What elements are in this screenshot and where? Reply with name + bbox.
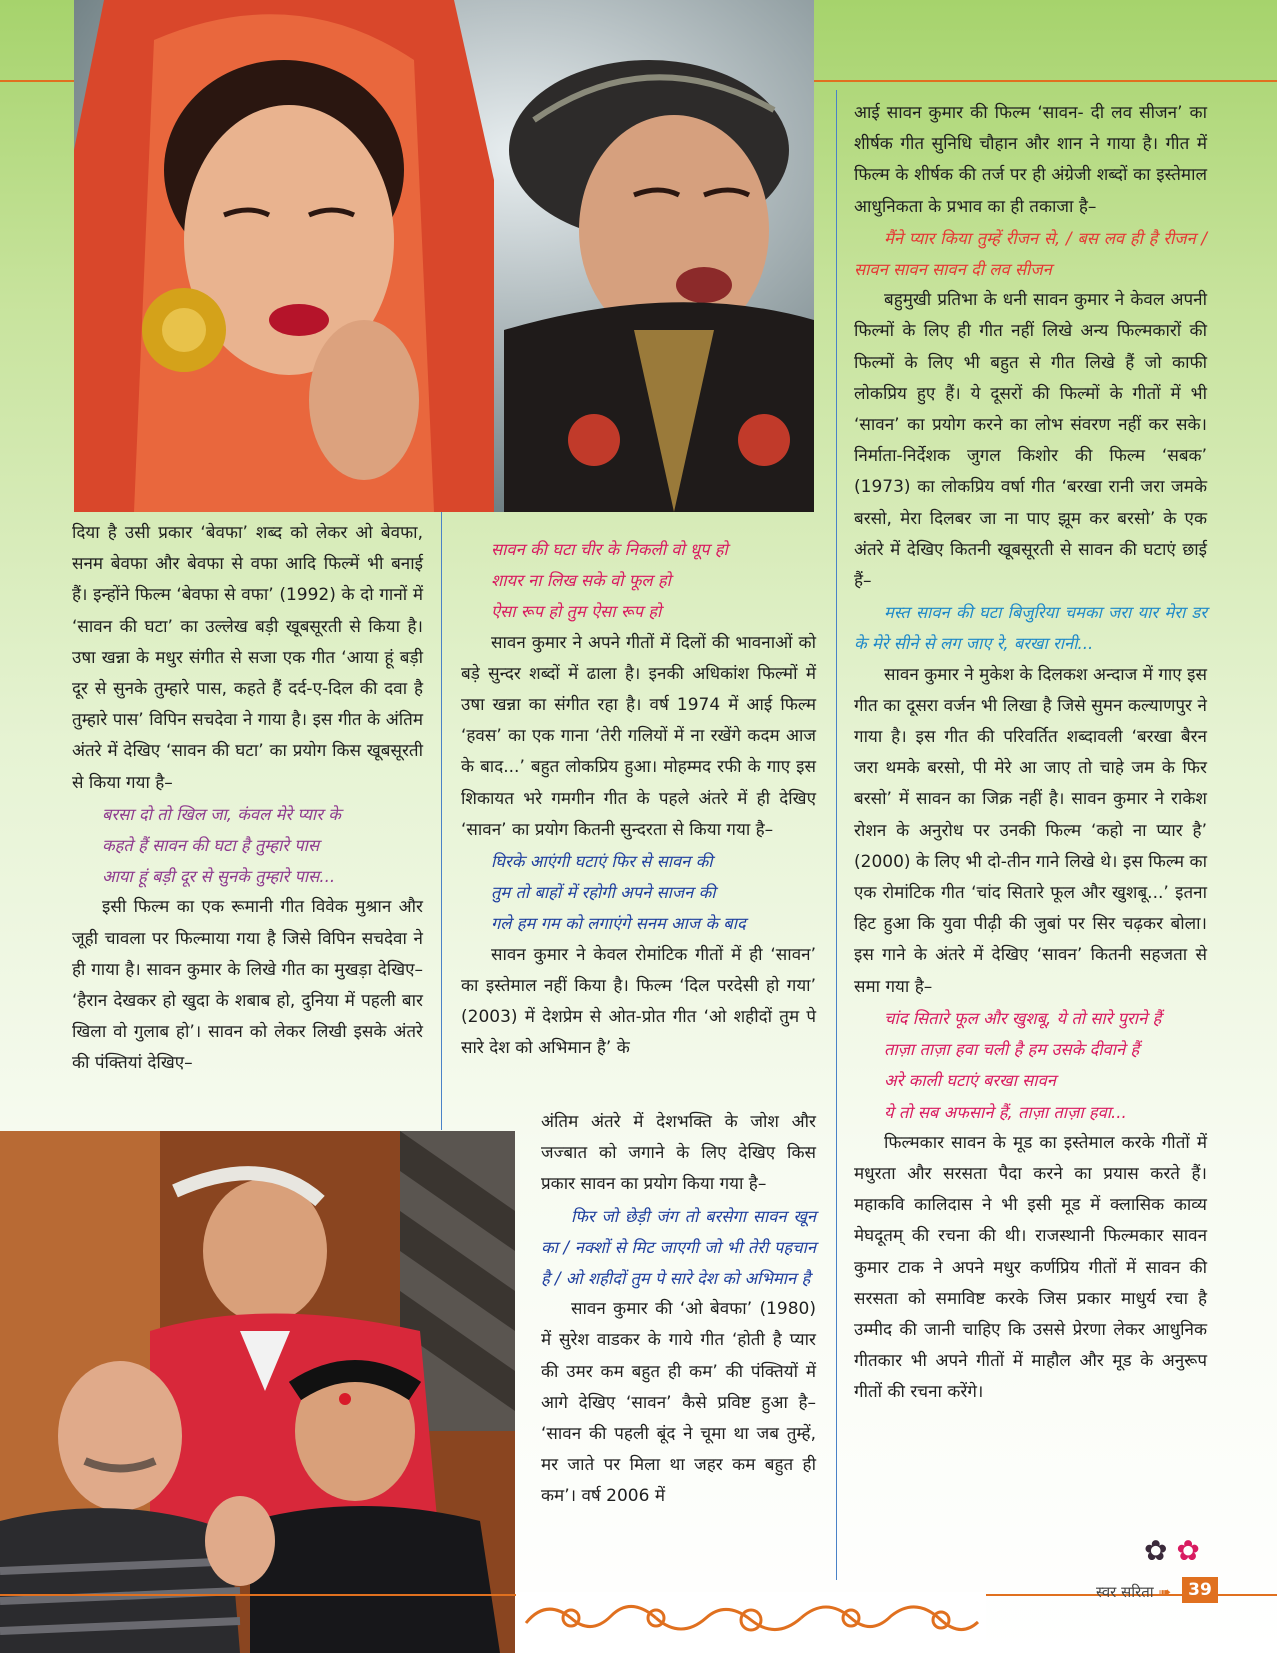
flower-icon: ✿ [1176, 1534, 1200, 1567]
verse-6: मस्त सावन की घटा बिजुरिया चमका जरा यार मेरा डर के मेरे सीने से लग जाए रे, बरखा रानी... [854, 603, 1207, 654]
col2-paragraph-3: सावन कुमार की ‘ओ बेवफा’ (1980) में सुरेश वाडकर के गाये गीत ‘होती है प्यार की उमर कम बहुत ही कम’ की पंक्तियों में आगे देखिए ‘सावन’ कैसे प्रविष्ट हुआ है– ‘सावन की पहली बूंद ने चूमा था जब तुम्हें, मर जाते पर मिला था जहर कम बहुत ही कम’। वर्ष 2006 में [541, 1299, 816, 1507]
col2-paragraph-1: सावन कुमार ने अपने गीतों में दिलों की भावनाओं को बड़े सुन्दर शब्दों में ढाला है। इनकी अधिकांश फिल्मों में उषा खन्ना का संगीत रहा है। वर्ष 1974 में आई फिल्म ‘हवस’ का एक गाना ‘तेरी गलियों में ना रखेंगे कदम आज के बाद...’ बहुत लोकप्रिय हुआ। मोहम्मद रफी के गाए इस शिकायत भरे गमगीन गीत के पहले अंतरे में ही देखिए ‘सावन’ का प्रयोग कितनी सुन्दरता से किया गया है– [461, 632, 816, 840]
group-photo-illustration [0, 1131, 515, 1653]
verse-3-line: गले हम गम को लगाएंगे सनम आज के बाद [491, 914, 746, 934]
top-rule-right [814, 80, 1277, 82]
col3-paragraph-1: आई सावन कुमार की फिल्म ‘सावन- दी लव सीजन’ का शीर्षक गीत सुनिधि चौहान और शान ने गाया है। गीत में फिल्म के शीर्षक की तर्ज पर ही अंग्रेजी शब्दों का इस्तेमाल आधुनिकता के प्रभाव का ही तकाजा है– [854, 103, 1207, 217]
verse-7-line: चांद सितारे फूल और खुशबू, ये तो सारे पुराने हैं [884, 1008, 1162, 1028]
col2-paragraph-2: सावन कुमार ने केवल रोमांटिक गीतों में ही ‘सावन’ का इस्तेमाल नहीं किया है। फिल्म ‘दिल परदेसी हो गया’ (2003) में देशप्रेम से ओत-प्रोत गीत ‘ओ शहीदों तुम पे सारे देश को अभिमान है’ के [461, 944, 816, 1059]
verse-1 [72, 799, 423, 893]
magazine-title: स्वर सरिता [1096, 1583, 1154, 1601]
col3-paragraph-2: बहुमुखी प्रतिभा के धनी सावन कुमार ने केवल अपनी फिल्मों के लिए ही गीत नहीं लिखे अन्य फिल्मकारों की फिल्मों के लिए भी बहुत से गीत लिखे हैं जो काफी लोकप्रिय हुए हैं। ये दूसरों की फिल्मों के गीतों में भी ‘सावन’ का प्रयोग करने का लोभ संवरण नहीं कर सके। निर्माता-निर्देशक जुगल किशोर की फिल्म ‘सबक’ (1973) का लोकप्रिय वर्षा गीत ‘बरखा रानी जरा जमके बरसो, मेरा दिलबर जा ना पाए झूम कर बरसो’ के एक अंतरे में देखिए कितनी खूबसूरती से सावन की घटाएं छाई हैं– [854, 290, 1207, 592]
magazine-name [1096, 1582, 1171, 1602]
column-2-lower [541, 1107, 816, 1513]
footer-ornament [516, 1578, 986, 1648]
col1-paragraph-1: दिया है उसी प्रकार ‘बेवफा’ शब्द को लेकर ओ बेवफा, सनम बेवफा और बेवफा से वफा आदि फिल्में भी बनाई हैं। इन्होंने फिल्म ‘बेवफा से वफा’ (1992) के दो गानों में ‘सावन की घटा’ का उल्लेख बड़ी खूबसूरती से किया है। उषा खन्ना के मधुर संगीत से सजा एक गीत ‘आया हूं बड़ी दूर से सुनके तुम्हारे पास, कहते हैं दर्द-ए-दिल की दवा है तुम्हारे पास’ विपिन सचदेवा ने गाया है। इस गीत के अंतिम अंतरे में देखिए ‘सावन की घटा’ का प्रयोग किस खूबसूरती से किया गया है– [72, 523, 423, 793]
verse-3-line: घिरके आएंगी घटाएं फिर से सावन की [491, 852, 713, 872]
verse-7-line: ताज़ा ताज़ा हवा चली है हम उसके दीवाने हैं [884, 1040, 1140, 1060]
verse-1-line: कहते हैं सावन की घटा है तुम्हारे पास [102, 836, 320, 856]
verse-7-line: अरे काली घटाएं बरखा सावन [884, 1071, 1056, 1091]
verse-4: फिर जो छेड़ी जंग तो बरसेगा सावन खून का / नक्शों से मिट जाएगी जो भी तेरी पहचान है / ओ शहीदों तुम पे सारे देश को अभिमान है [541, 1206, 816, 1289]
page-number: 39 [1182, 1577, 1218, 1603]
arrow-icon: ➠ [1158, 1583, 1172, 1601]
verse-2-line: सावन की घटा चीर के निकली वो धूप हो [491, 540, 728, 559]
verse-2-line: ऐसा रूप हो तुम ऐसा रूप हो [491, 602, 662, 622]
col2-paragraph-2-cont: अंतिम अंतरे में देशभक्ति के जोश और जज्बात को जगाने के लिए देखिए किस प्रकार सावन का प्रयोग किया गया है– [541, 1112, 816, 1195]
column-2 [461, 534, 816, 1064]
verse-3 [461, 846, 816, 940]
top-rule-left [0, 80, 74, 82]
col3-paragraph-4: फिल्मकार सावन के मूड का इस्तेमाल करके गीतों में मधुरता और सरसता पैदा करने का प्रयास करते हैं। महाकवि कालिदास ने भी इसी मूड में क्लासिक काव्य मेघदूतम् की रचना की थी। राजस्थानी फिल्मकार सावन कुमार टाक ने अपने मधुर कर्णप्रिय गीतों में सावन की सरसता को समाविष्ट करके जिस प्रकार माधुर्य रचा है उम्मीद की जानी चाहिए कि उससे प्रेरणा लेकर आधुनिक गीतकार भी अपने गीतों में माहौल और मूड के अनुरूप गीतों की रचना करेंगे। [854, 1132, 1207, 1403]
column-divider-2 [836, 90, 837, 1580]
verse-7 [854, 1003, 1207, 1128]
verse-2 [461, 534, 816, 628]
verse-7-line: ये तो सब अफसाने हैं, ताज़ा ताज़ा हवा... [884, 1102, 1127, 1122]
col1-paragraph-2: इसी फिल्म का एक रूमानी गीत विवेक मुश्रान और जूही चावला पर फिल्माया गया है जिसे विपिन सचदेवा ने ही गाया है। सावन कुमार के लिखे गीत का मुखड़ा देखिए– ‘हैरान देखकर हो खुदा के शबाब हो, दुनिया में पहली बार खिला वो गुलाब हो’। सावन को लेकर लिखी इसके अंतरे की पंक्तियां देखिए– [72, 897, 423, 1074]
end-flower-icons [1144, 1535, 1200, 1567]
verse-5: मैंने प्यार किया तुम्हें रीजन से, / बस लव ही है रीजन / सावन सावन सावन दी लव सीजन [854, 228, 1207, 280]
flower-icon: ✿ [1144, 1534, 1168, 1567]
verse-1-line: बरसा दो तो खिल जा, कंवल मेरे प्यार के [102, 804, 341, 824]
film-still-photo [74, 0, 814, 512]
verse-2-line: शायर ना लिख सके वो फूल हो [491, 571, 671, 591]
column-3 [854, 98, 1207, 1409]
group-photo [0, 1131, 515, 1653]
column-1 [72, 518, 423, 1080]
verse-1-line: आया हूं बड़ी दूर से सुनके तुम्हारे पास... [102, 867, 336, 887]
verse-3-line: तुम तो बाहों में रहोगी अपने साजन की [491, 883, 716, 903]
film-still-illustration [74, 0, 814, 512]
col3-paragraph-3: सावन कुमार ने मुकेश के दिलकश अन्दाज में गाए इस गीत का दूसरा वर्जन भी लिखा है जिसे सुमन कल्याणपुर ने गाया है। इस गीत की परिवर्तित शब्दावली ‘बरखा बैरन जरा थमके बरसो, पी मेरे आ जाए तो चाहे जम के फिर बरसो’ में सावन का जिक्र नहीं है। सावन कुमार ने राकेश रोशन के अनुरोध पर उनकी फिल्म ‘कहो ना प्यार है’ (2000) के लिए भी दो-तीन गाने लिखे थे। इस फिल्म का एक रोमांटिक गीत ‘चांद सितारे फूल और खुशबू...’ इतना हिट हुआ कि युवा पीढ़ी की जुबां पर सिर चढ़कर बोला। इस गाने के अंतरे में देखिए ‘सावन’ कितनी सहजता से समा गया है– [854, 664, 1207, 997]
